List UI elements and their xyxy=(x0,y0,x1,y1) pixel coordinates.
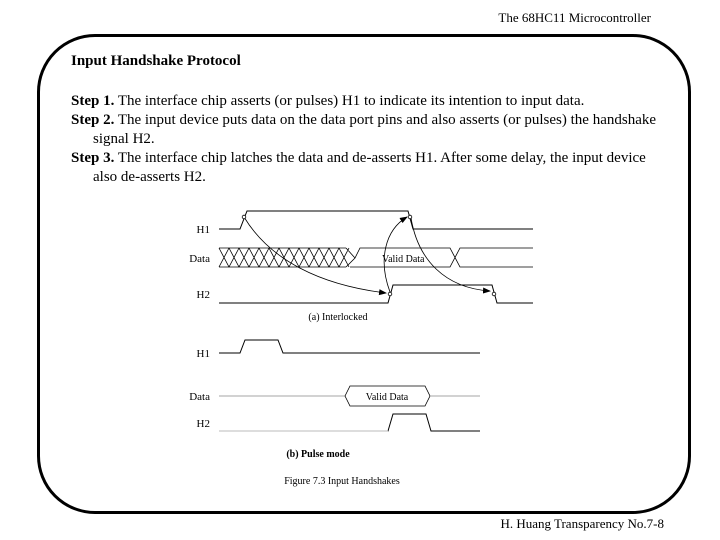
pulse-diagram xyxy=(189,340,480,460)
step-1-text: The interface chip asserts (or pulses) H1 to indicate its intention to input data. xyxy=(114,93,585,109)
pulse-h1-label: H1 xyxy=(196,348,210,360)
pulse-h2-wave xyxy=(219,414,480,431)
pulse-h1-wave xyxy=(219,340,480,353)
pulse-data-wave xyxy=(219,386,480,406)
interlocked-caption: (a) Interlocked xyxy=(308,312,368,323)
interlocked-data-crossed xyxy=(219,248,355,267)
interlocked-diagram xyxy=(189,211,533,323)
pulse-h2-label: H2 xyxy=(196,418,210,430)
course-header: The 68HC11 Microcontroller xyxy=(498,10,651,25)
step-3-label: Step 3. xyxy=(71,150,115,166)
interlocked-valid-label: Valid Data xyxy=(382,254,425,265)
interlocked-h1-label: H1 xyxy=(196,224,210,236)
step-3-text: The interface chip latches the data and de-asserts H1. After some delay, the input device also de-asserts H2. xyxy=(93,150,646,185)
slide-title: Input Handshake Protocol xyxy=(71,53,241,69)
step-2-text: The input device puts data on the data port pins and also asserts (or pulses) the handshake signal H2. xyxy=(93,112,657,147)
step-1-label: Step 1. xyxy=(71,93,115,109)
interlocked-arrows xyxy=(244,217,490,293)
pulse-data-label: Data xyxy=(189,391,210,403)
interlocked-data-label: Data xyxy=(189,253,210,265)
figure-caption: Figure 7.3 Input Handshakes xyxy=(284,476,400,487)
step-2-label: Step 2. xyxy=(71,112,115,128)
interlocked-h2-wave xyxy=(219,285,533,303)
pulse-valid-label: Valid Data xyxy=(365,392,409,403)
interlocked-h1-wave xyxy=(219,211,533,229)
interlocked-h2-label: H2 xyxy=(196,289,210,301)
footer-credit: H. Huang Transparency No.7-8 xyxy=(500,516,664,531)
pulse-caption: (b) Pulse mode xyxy=(286,449,350,460)
interlocked-data-valid xyxy=(346,248,533,267)
